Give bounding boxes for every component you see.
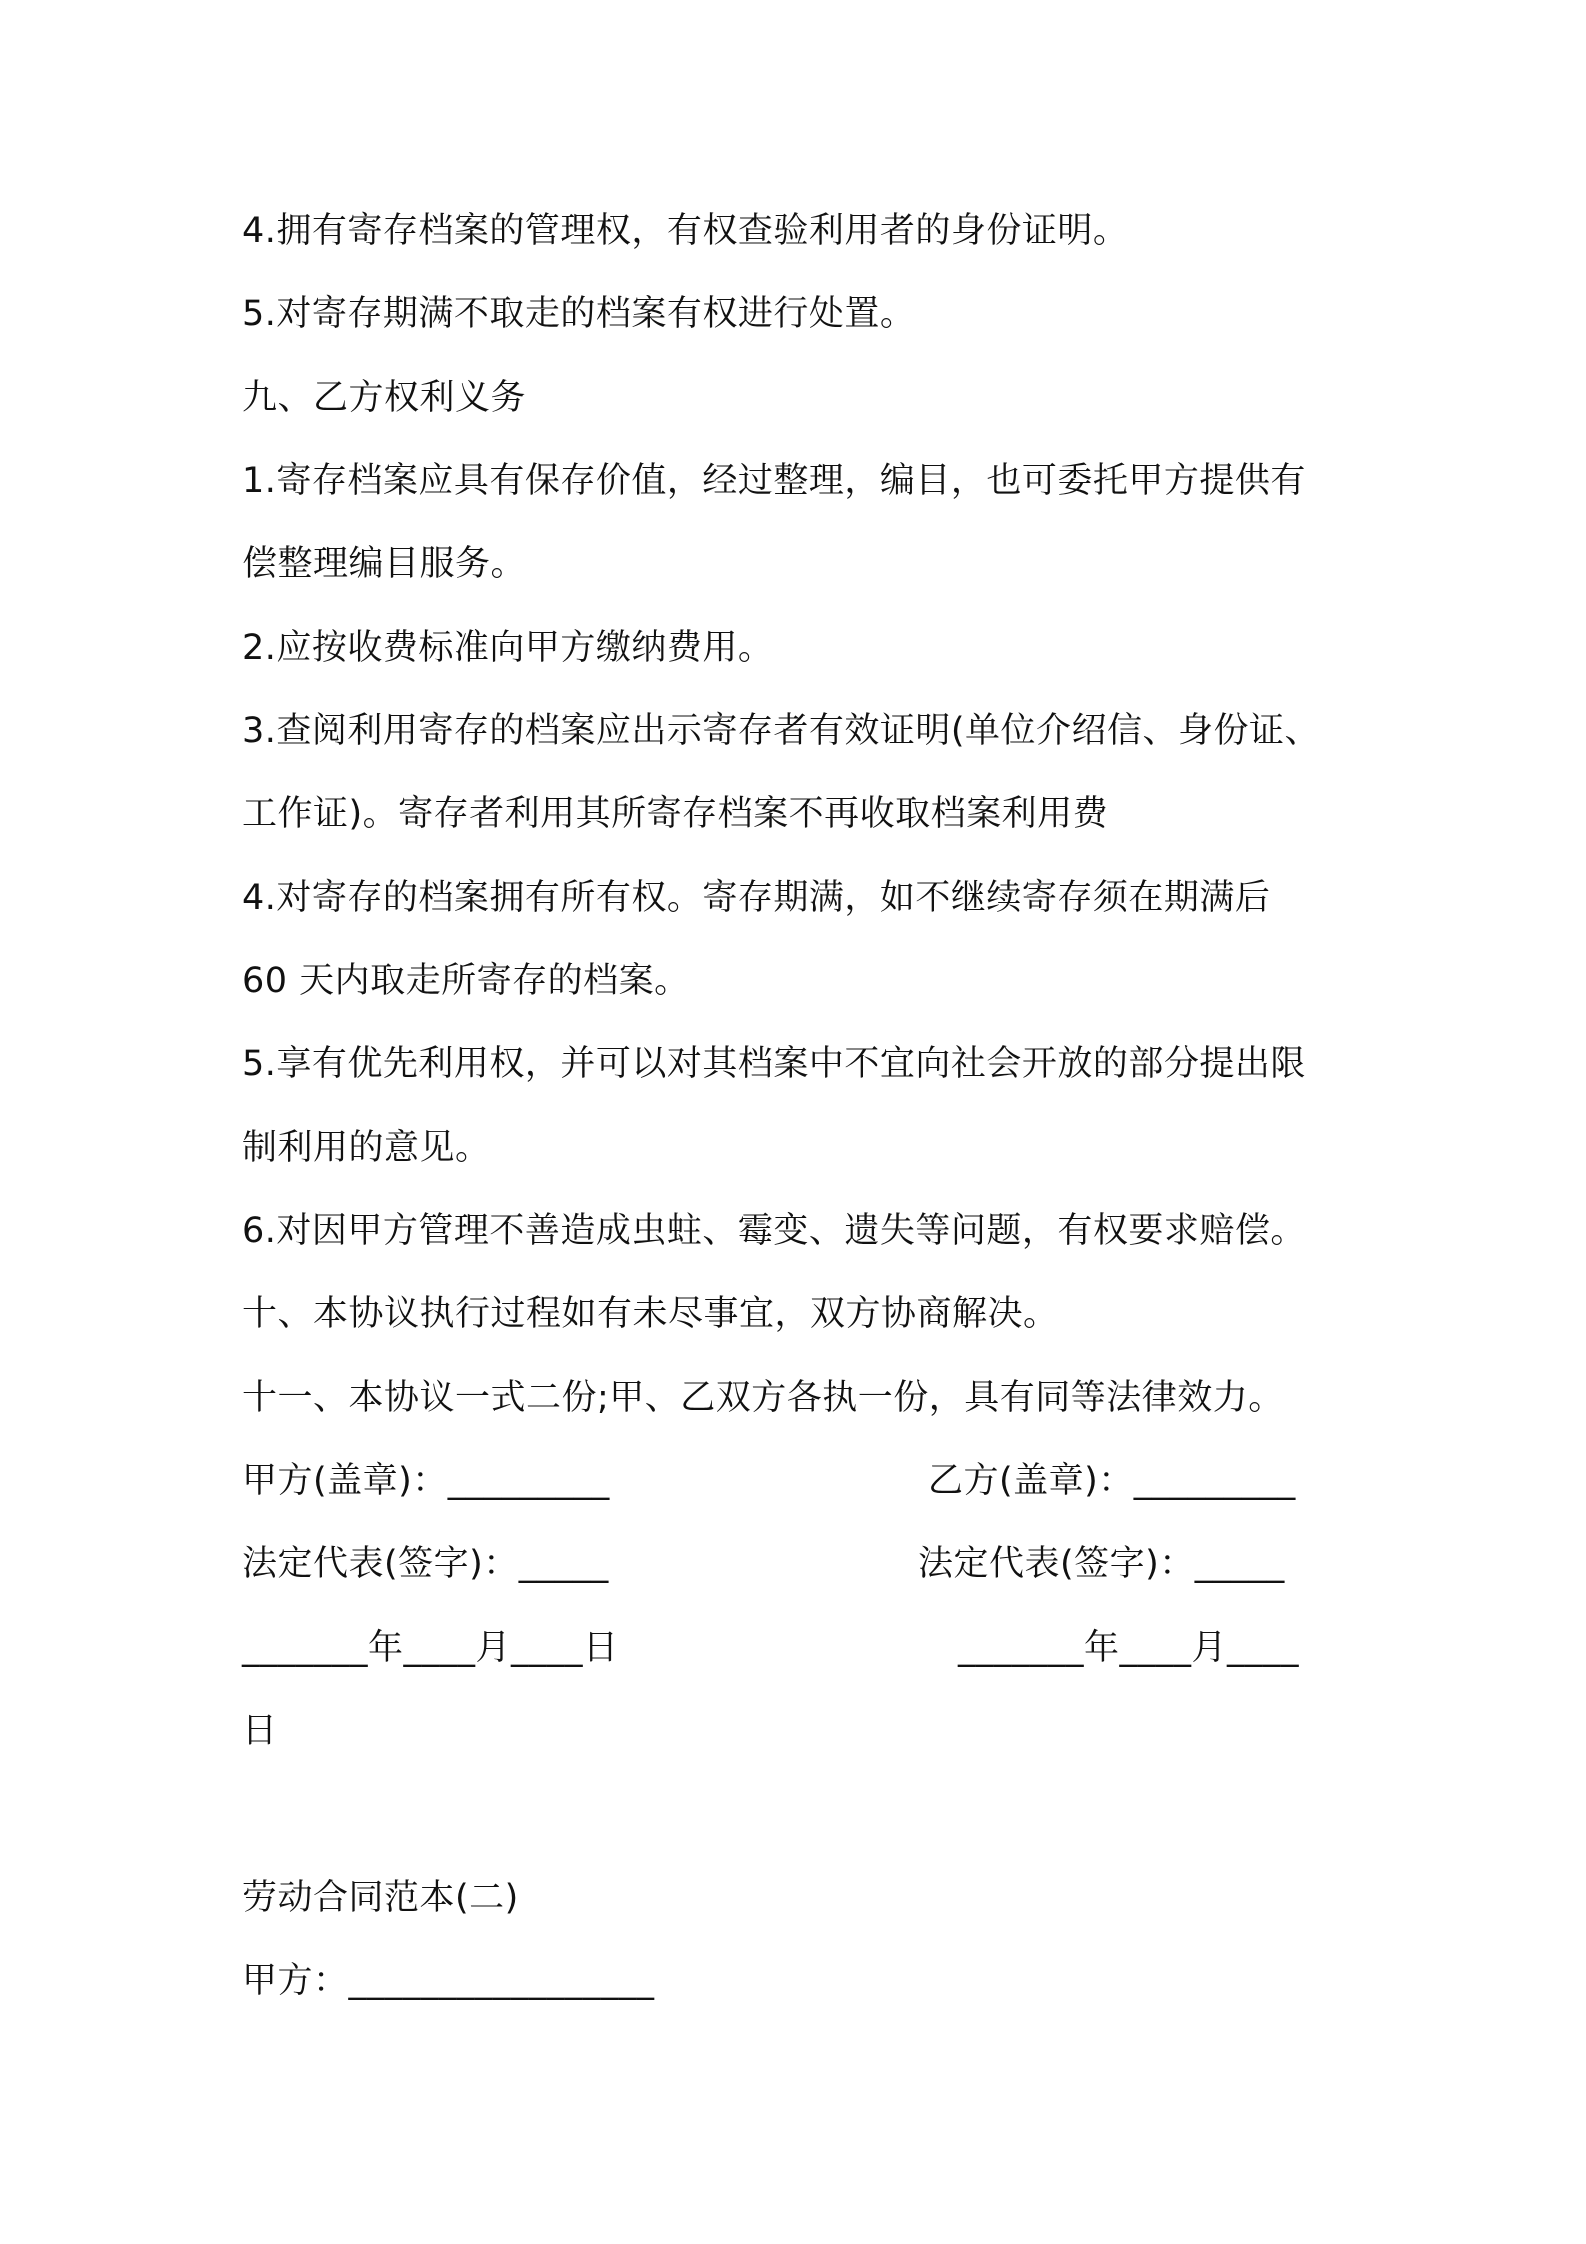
clause-line: 工作证)。寄存者利用其所寄存档案不再收取档案利用费 (242, 794, 1109, 834)
clause-line: 6.对因甲方管理不善造成虫蛀、霉变、遗失等问题，有权要求赔偿。 (242, 1211, 1306, 1251)
clause-line: 5.享有优先利用权，并可以对其档案中不宜向社会开放的部分提出限 (242, 1044, 1306, 1084)
clause-line: 偿整理编目服务。 (242, 544, 527, 584)
clause-line: 60 天内取走所寄存的档案。 (242, 961, 690, 1001)
section-heading: 九、乙方权利义务 (242, 378, 527, 418)
next-section-title: 劳动合同范本(二) (242, 1878, 519, 1918)
clause-line: 1.寄存档案应具有保存价值，经过整理，编目，也可委托甲方提供有 (242, 461, 1306, 501)
party-b-seal-field: 乙方(盖章)：_________ (928, 1461, 1296, 1501)
party-b-date-continuation: 日 (242, 1711, 278, 1751)
section-heading: 十、本协议执行过程如有未尽事宜，双方协商解决。 (242, 1294, 1059, 1334)
party-a-seal-field: 甲方(盖章)：_________ (242, 1461, 610, 1501)
clause-line: 制利用的意见。 (242, 1128, 491, 1168)
party-a-date-field: _______年____月____日 (242, 1628, 619, 1668)
party-a-rep-field: 法定代表(签字)：_____ (242, 1544, 609, 1584)
clause-line: 5.对寄存期满不取走的档案有权进行处置。 (242, 294, 916, 334)
clause-line: 4.对寄存的档案拥有所有权。寄存期满，如不继续寄存须在期满后 (242, 878, 1271, 918)
section-heading: 十一、本协议一式二份;甲、乙双方各执一份，具有同等法律效力。 (242, 1378, 1284, 1418)
next-party-a-field: 甲方：_________________ (242, 1961, 655, 2001)
party-b-date-field: _______年____月____ (958, 1628, 1300, 1668)
party-b-rep-field: 法定代表(签字)：_____ (918, 1544, 1285, 1584)
clause-line: 3.查阅利用寄存的档案应出示寄存者有效证明(单位介绍信、身份证、 (242, 711, 1321, 751)
clause-line: 4.拥有寄存档案的管理权，有权查验利用者的身份证明。 (242, 211, 1129, 251)
clause-line: 2.应按收费标准向甲方缴纳费用。 (242, 628, 774, 668)
